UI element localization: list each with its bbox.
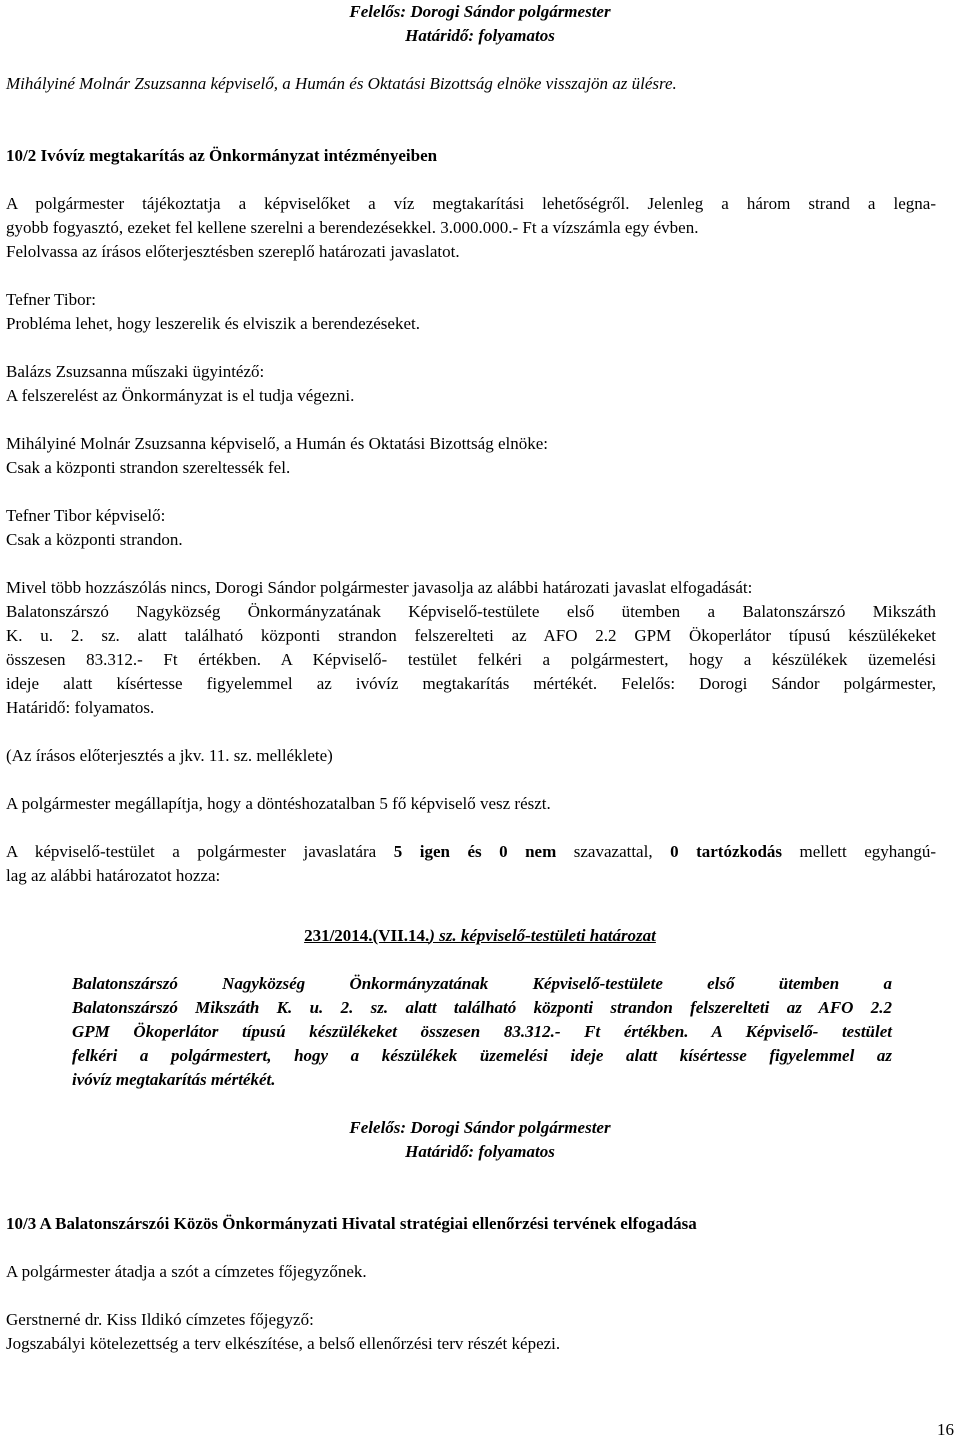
vote-post: mellett egyhangú- (782, 842, 936, 861)
section-title-10-2: 10/2 Ivóvíz megtakarítás az Önkormányzat intézményeiben (6, 146, 438, 165)
section-10-3-intro: A polgármester átadja a szót a címzetes főjegyzőnek. (6, 1262, 367, 1281)
dialogue-speaker: Balázs Zsuzsanna műszaki ügyintéző: (6, 362, 265, 381)
resolution-hatarido: Határidő: folyamatos (405, 1142, 555, 1161)
quorum-note: A polgármester megállapítja, hogy a döntéshozatalban 5 fő képviselő vesz részt. (6, 794, 551, 813)
proposal-line: Balatonszárszó Nagyközség Önkormányzatának Képviselő-testülete első ütemben a Balatonszárszó Mikszáth (6, 602, 936, 621)
header-hatarido: Határidő: folyamatos (405, 26, 555, 45)
proposal-line: összesen 83.312.- Ft értékben. A Képviselő- testület felkéri a polgármestert, hogy a készülékek üzemelési (6, 650, 936, 669)
proposal-line: Határidő: folyamatos. (6, 698, 155, 717)
resolution-line: felkéri a polgármestert, hogy a készülékek üzemelési ideje alatt kísértesse figyelemmel az (72, 1046, 892, 1065)
returns-note: Mihályiné Molnár Zsuzsanna képviselő, a Humán és Oktatási Bizottság elnöke visszajön az ülésre. (6, 74, 677, 93)
vote-count: 5 igen és 0 nem (393, 842, 557, 861)
vote-abstain: 0 tartózkodás (670, 842, 783, 861)
vote-pre: A képviselő-testület a polgármester javaslatára (6, 842, 394, 861)
resolution-line: Balatonszárszó Nagyközség Önkormányzatának Képviselő-testülete első ütemben a (72, 974, 892, 993)
intro-line: Felolvassa az írásos előterjesztésben szereplő határozati javaslatot. (6, 242, 460, 261)
proposal-line: ideje alatt kísértesse figyelemmel az ivóvíz megtakarítás mértékét. Felelős: Dorogi Sándor polgármester, (6, 674, 936, 693)
vote-line (6, 840, 936, 864)
vote-line-2: lag az alábbi határozatot hozza: (6, 866, 221, 885)
proposal-line: Mivel több hozzászólás nincs, Dorogi Sándor polgármester javasolja az alábbi határozati javaslat elfogadását: (6, 578, 753, 597)
resolution-line: Balatonszárszó Mikszáth K. u. 2. sz. alatt található központi strandon felszerelteti az AFO 2.2 (72, 998, 892, 1017)
dialogue-text: Csak a központi strandon szereltessék fel. (6, 458, 291, 477)
intro-line: A polgármester tájékoztatja a képviselőket a víz megtakarítási lehetőségről. Jelenleg a három strand a legna- (6, 194, 936, 213)
header-felelos: Felelős: Dorogi Sándor polgármester (349, 2, 611, 21)
dialogue-speaker: Tefner Tibor: (6, 290, 96, 309)
resolution-felelos: Felelős: Dorogi Sándor polgármester (349, 1118, 611, 1137)
intro-line: gyobb fogyasztó, ezeket fel kellene szerelni a berendezésekkel. 3.000.000.- Ft a vízszámla egy évben. (6, 218, 699, 237)
attachment-note: (Az írásos előterjesztés a jkv. 11. sz. melléklete) (6, 746, 333, 765)
dialogue-text: Csak a központi strandon. (6, 530, 183, 549)
section-10-3-speaker: Gerstnerné dr. Kiss Ildikó címzetes főjegyző: (6, 1310, 314, 1329)
resolution-line: ivóvíz megtakarítás mértékét. (72, 1070, 276, 1089)
resolution-number (0, 924, 960, 948)
proposal-line: K. u. 2. sz. alatt található központi strandon felszerelteti az AFO 2.2 GPM Ökoperlátor típusú készülékeket (6, 626, 936, 645)
dialogue-speaker: Mihályiné Molnár Zsuzsanna képviselő, a Humán és Oktatási Bizottság elnöke: (6, 434, 548, 453)
section-10-3-text: Jogszabályi kötelezettség a terv elkészítése, a belső ellenőrzési terv részét képezi. (6, 1334, 561, 1353)
dialogue-text: Probléma lehet, hogy leszerelik és elviszik a berendezéseket. (6, 314, 420, 333)
resolution-number-main: 231/2014.(VII.14. (304, 926, 430, 945)
dialogue-text: A felszerelést az Önkormányzat is el tudja végezni. (6, 386, 355, 405)
page-number: 16 (937, 1420, 954, 1439)
section-title-10-3: 10/3 A Balatonszárszói Közös Önkormányzati Hivatal stratégiai ellenőrzési tervének elfogadása (6, 1214, 697, 1233)
vote-mid: szavazattal, (556, 842, 671, 861)
resolution-line: GPM Ökoperlátor típusú készülékeket összesen 83.312.- Ft értékben. A Képviselő- testület (72, 1022, 892, 1041)
dialogue-speaker: Tefner Tibor képviselő: (6, 506, 166, 525)
resolution-number-rest: ) sz. képviselő-testületi határozat (429, 926, 656, 945)
